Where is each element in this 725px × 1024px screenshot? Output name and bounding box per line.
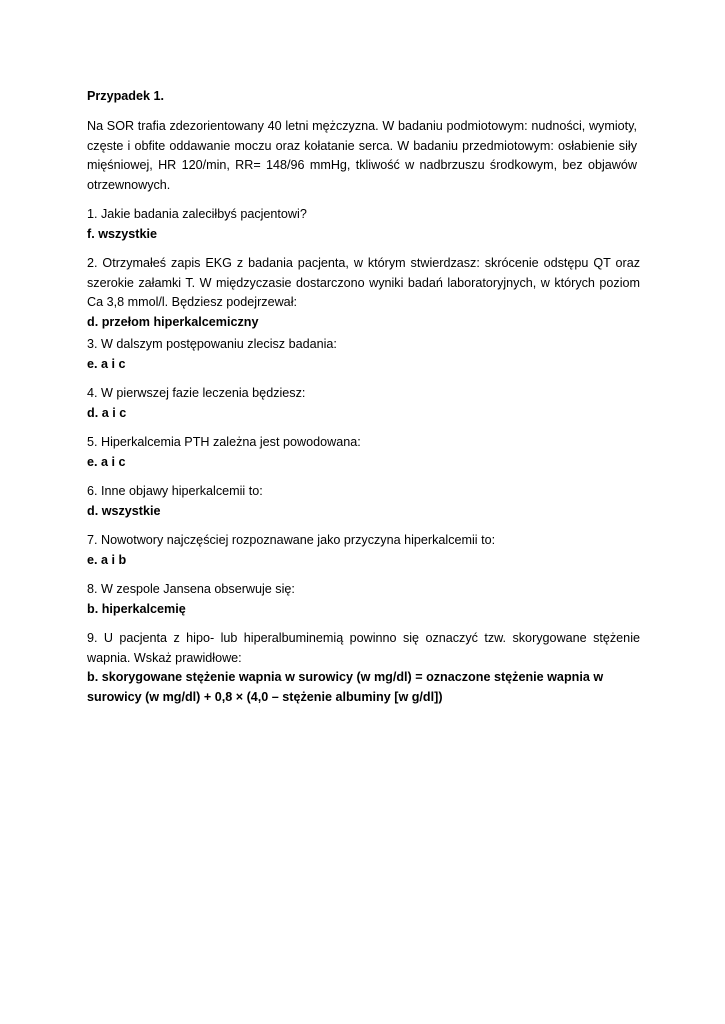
question-4 — [87, 384, 640, 423]
question-7 — [87, 531, 640, 570]
question-text: 5. Hiperkalcemia PTH zależna jest powodowana: — [87, 435, 361, 449]
question-text: 2. Otrzymałeś zapis EKG z badania pacjenta, w którym stwierdzasz: skrócenie odstępu QT oraz szerokie załamki T. W międzyczasie dostarczono wyniki badań laboratoryjnych, w których poziom Ca 3,8 mmol/l. Będziesz podejrzewał: — [87, 256, 640, 309]
question-text: 7. Nowotwory najczęściej rozpoznawane jako przyczyna hiperkalcemii to: — [87, 533, 496, 547]
question-answer: d. a i c — [87, 405, 127, 420]
question-answer: e. a i c — [87, 356, 126, 371]
question-answer: e. a i c — [87, 454, 126, 469]
question-answer: b. hiperkalcemię — [87, 601, 186, 616]
question-9 — [87, 629, 640, 707]
question-answer: b. skorygowane stężenie wapnia w surowicy (w mg/dl) = oznaczone stężenie wapnia w surowicy (w mg/dl) + 0,8 × (4,0 – stężenie albuminy [w g/dl]) — [87, 670, 604, 704]
question-3 — [87, 335, 640, 374]
question-text: 9. U pacjenta z hipo- lub hiperalbuminemią powinno się oznaczyć tzw. skorygowane stężenie wapnia. Wskaż prawidłowe: — [87, 631, 640, 665]
question-answer: e. a i b — [87, 552, 127, 567]
case-title: Przypadek 1. — [87, 89, 165, 103]
question-6 — [87, 482, 640, 521]
question-text: 4. W pierwszej fazie leczenia będziesz: — [87, 386, 306, 400]
question-text: 3. W dalszym postępowaniu zlecisz badania: — [87, 337, 337, 351]
question-text: 8. W zespole Jansena obserwuje się: — [87, 582, 295, 596]
question-1 — [87, 205, 640, 244]
question-text: 6. Inne objawy hiperkalcemii to: — [87, 484, 263, 498]
question-8 — [87, 580, 640, 619]
question-answer: d. wszystkie — [87, 503, 161, 518]
question-text: 1. Jakie badania zaleciłbyś pacjentowi? — [87, 207, 307, 221]
case-intro: Na SOR trafia zdezorientowany 40 letni mężczyzna. W badaniu podmiotowym: nudności, wymioty, częste i obfite oddawanie moczu oraz kołatanie serca. W badaniu przedmiotowym: osłabienie siły mięśniowej, HR 120/min, RR= 148/96 mmHg, tkliwość w nadbrzuszu środkowym, bez objawów otrzewnowych. — [87, 119, 637, 192]
question-answer: f. wszystkie — [87, 226, 157, 241]
question-2 — [87, 254, 640, 332]
question-5 — [87, 433, 640, 472]
question-answer: d. przełom hiperkalcemiczny — [87, 314, 259, 329]
